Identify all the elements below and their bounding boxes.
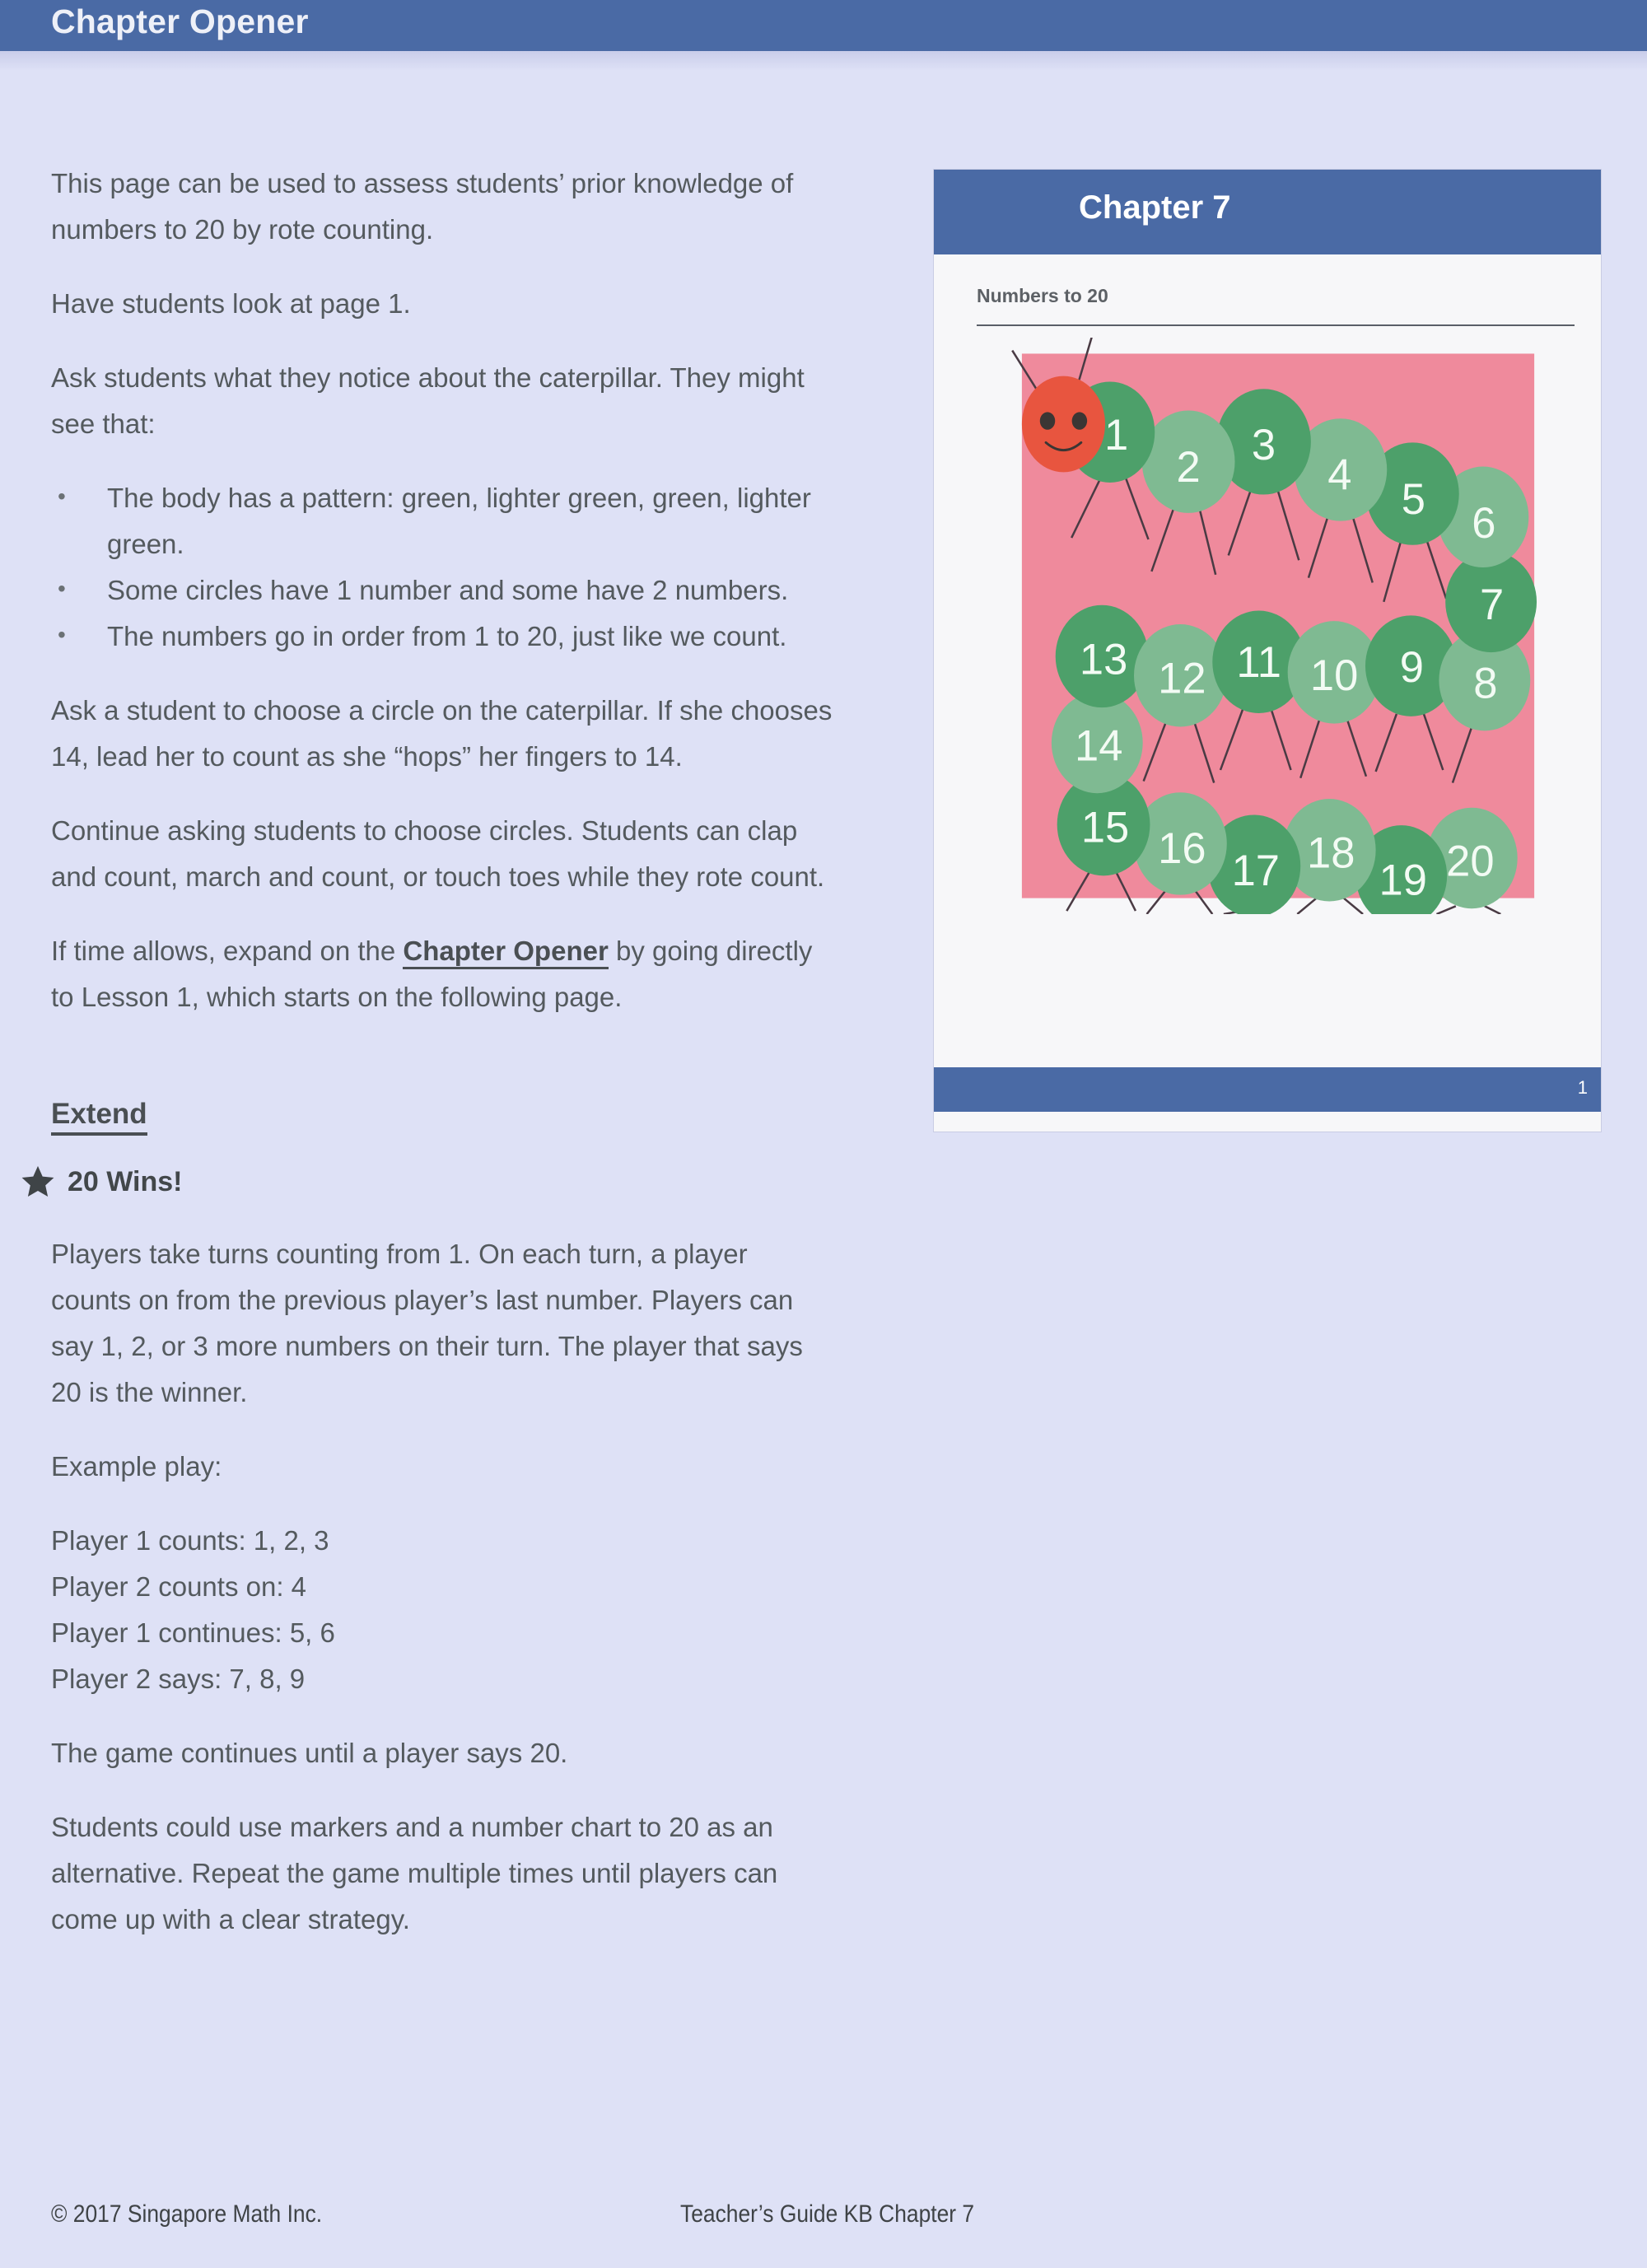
caterpillar-head	[1022, 376, 1105, 473]
segment-number: 7	[1480, 581, 1505, 630]
list-item: • The body has a pattern: green, lighter green, green, lighter green.	[51, 475, 833, 567]
star-icon	[20, 1164, 56, 1200]
segment-number: 13	[1079, 635, 1128, 684]
list-item: • Some circles have 1 number and some have 2 numbers.	[51, 567, 833, 614]
closing-text-after: by going directly to Lesson 1, which starts on the following page.	[51, 936, 813, 1012]
intro-paragraph-3: Ask students what they notice about the caterpillar. They might see that:	[51, 362, 805, 439]
segment-number: 16	[1158, 824, 1206, 873]
segment-number: 8	[1473, 659, 1498, 708]
game-title: 20 Wins!	[68, 1165, 183, 1197]
segment-number: 15	[1080, 803, 1130, 852]
segment-number: 18	[1307, 828, 1355, 878]
game-title-row	[20, 1164, 833, 1200]
list-item: • The numbers go in order from 1 to 20, just like we count.	[51, 614, 833, 660]
eye-left-icon	[1040, 412, 1055, 429]
play-line: Player 2 says: 7, 8, 9	[51, 1664, 306, 1694]
segment-number: 17	[1231, 847, 1281, 895]
closing-text-before: If time allows, expand on the	[51, 936, 404, 966]
segment-number: 12	[1158, 654, 1206, 703]
banner-shadow	[0, 51, 1647, 71]
book-page-footer	[934, 1067, 1601, 1112]
segment-number: 19	[1379, 856, 1427, 905]
segment-number: 9	[1399, 643, 1424, 693]
notice-list	[51, 475, 833, 660]
example-play-label: Example play:	[51, 1451, 222, 1482]
page-title: Chapter Opener	[51, 2, 309, 40]
page-banner	[0, 0, 1647, 51]
example-play-lines	[51, 1518, 833, 1702]
eye-right-icon	[1072, 412, 1087, 429]
activity-paragraph-2: Continue asking students to choose circles. Students can clap and count, march and count, or touch toes while they rote count.	[51, 815, 825, 892]
page-footer	[0, 2200, 1647, 2250]
segment-number: 6	[1472, 499, 1496, 548]
play-line: Player 1 continues: 5, 6	[51, 1617, 335, 1648]
segment-number: 20	[1446, 837, 1495, 886]
copyright-notice: © 2017 Singapore Math Inc.	[51, 2200, 323, 2228]
segment-number: 4	[1327, 450, 1352, 500]
teacher-notes-column	[51, 161, 833, 1971]
extend-heading: Extend	[51, 1098, 147, 1136]
activity-paragraph-1: Ask a student to choose a circle on the caterpillar. If she chooses 14, lead her to count as she “hops” her fingers to 14.	[51, 695, 833, 772]
segment-number: 10	[1309, 651, 1359, 700]
book-header-rule	[977, 324, 1575, 326]
segment-number: 2	[1176, 443, 1201, 492]
segment-number: 5	[1401, 474, 1425, 524]
play-line: Player 1 counts: 1, 2, 3	[51, 1525, 329, 1556]
segment-number: 11	[1236, 638, 1281, 688]
caterpillar-illustration	[982, 338, 1575, 914]
caterpillar-svg	[982, 338, 1575, 914]
book-subtitle: Numbers to 20	[977, 285, 1108, 306]
intro-paragraph-1: This page can be used to assess students’ prior knowledge of numbers to 20 by rote counting.	[51, 168, 794, 245]
segment-number: 14	[1075, 721, 1123, 771]
game-alternative-paragraph: Students could use markers and a number chart to 20 as an alternative. Repeat the game multiple times until players can come up with a clear strategy.	[51, 1812, 778, 1934]
book-chapter-title: Chapter 7	[1079, 189, 1231, 226]
segment-number: 1	[1104, 411, 1129, 460]
game-continue-paragraph: The game continues until a player says 20.	[51, 1738, 568, 1768]
segment-number: 3	[1251, 420, 1276, 469]
guide-reference: Teacher’s Guide KB Chapter 7	[680, 2200, 975, 2228]
book-page-number: 1	[1577, 1077, 1588, 1098]
student-book-page-thumbnail	[934, 170, 1601, 1132]
book-page-header	[934, 170, 1601, 254]
closing-paragraph	[51, 928, 833, 1020]
play-line: Player 2 counts on: 4	[51, 1571, 307, 1602]
game-rules-paragraph: Players take turns counting from 1. On each turn, a player counts on from the previous player’s last number. Players can say 1, 2, or 3 more numbers on their turn. The player that says 20 is the winner.	[51, 1239, 803, 1407]
chapter-opener-emphasis: Chapter Opener	[403, 936, 608, 969]
intro-paragraph-2: Have students look at page 1.	[51, 288, 411, 319]
